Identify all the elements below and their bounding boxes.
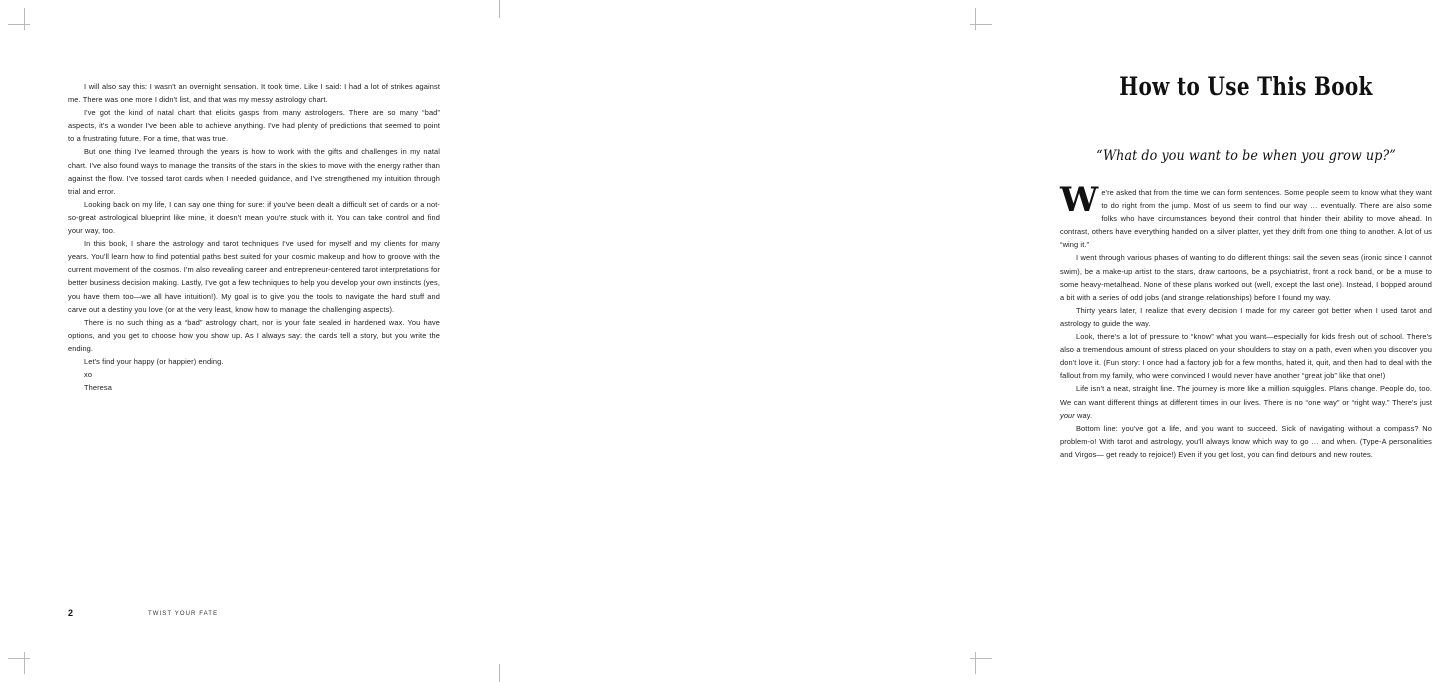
paragraph: I've got the kind of natal chart that elicits gasps from many astrologers. There are so many “bad” aspects, it's a wonder I've been able to achieve anything. I've had plenty of predictions that seemed to point to a frustrating future. For a time, that was true. xyxy=(68,108,440,144)
left-page xyxy=(0,0,500,682)
paragraph: There is no such thing as a “bad” astrology chart, nor is your fate sealed in hardened wax. You have options, and you get to choose how you show up. As I always say: the cards tell a story, but you write the ending. xyxy=(68,317,440,353)
paragraph: Thirty years later, I realize that every decision I made for my career got better when I used tarot and astrology to guide the way. xyxy=(1060,305,1432,328)
chapter-title: How to Use This Book xyxy=(1119,72,1373,101)
page-number: 2 xyxy=(68,608,74,618)
paragraph: I went through various phases of wanting to do different things: sail the seven seas (ironic since I cannot swim), be a make-up artist to the stars, draw cartoons, be a psychiatrist, front a rock band, or be a muse to some heavy-metalhead. None of these plans worked out (well, except the last one). Instead, I bopped around a bit with a series of odd jobs (and strange relationships) before I found my way. xyxy=(1060,253,1432,302)
signoff-xo: xo xyxy=(84,370,93,380)
paragraph: Let's find your happy (or happier) ending. xyxy=(84,356,224,366)
paragraph: In this book, I share the astrology and tarot techniques I've used for myself and my clients for many years. You'll learn how to find potential paths best suited for your cosmic makeup and how to groove with the current movement of the cosmos. I'm also revealing career and entrepreneur-centered tarot interpretations for better business decision making. Lastly, I've got a few techniques to help you develop your own instincts (yes, you have them too—we all have intuition!). My goal is to give you the tools to navigate the hard stuff and carve out a destiny you love (or at the very least, know how to manage the challenging aspects). xyxy=(68,239,440,314)
running-head: TWIST YOUR FATE xyxy=(148,611,219,617)
right-page xyxy=(500,0,1432,682)
opening-paragraph xyxy=(1060,180,1432,251)
paragraph: Look, there's a lot of pressure to “know” what you want—especially for kids fresh out of school. There's also a tremendous amount of stress placed on your shoulders to stay on a path, even when you discover you don't love it. (Fun story: I once had a factory job for a few months, hated it, quit, and then had to deal with the fallout from my family, who were convinced I would never have another “great job” like that one!) xyxy=(1060,332,1432,381)
paragraph: Looking back on my life, I can say one thing for sure: if you've been dealt a difficult set of cards or a not-so-great astrological blueprint like mine, it doesn't mean you're stuck with it. You can take control and find your way, too. xyxy=(68,199,440,236)
paragraph-text: Life isn't a neat, straight line. The journey is more like a million squiggles. Plans change. People do, too. We can want different things at different times in our lives. There is no “one way” or “right way.” There's just xyxy=(1060,384,1432,407)
opening-paragraph-text: e're asked that from the time we can form sentences. Some people seem to know what they want to do right from the jump. Most of us seem to find our way … eventually. There are also some folks who have circumstances beyond their control that hinder their ability to move ahead. In contrast, others have everything handed on a silver platter, yet they drift from one thing to another. A lot of us “wing it.” xyxy=(1060,188,1432,250)
chapter-subhead: “What do you want to be when you grow up?” xyxy=(1096,148,1396,164)
paragraph-tail: way. xyxy=(1074,410,1093,420)
paragraph-with-emphasis xyxy=(1060,382,1432,421)
right-page-body xyxy=(1060,180,1432,461)
left-page-body xyxy=(68,80,440,394)
drop-cap: W xyxy=(1060,180,1099,220)
paragraph: Bottom line: you've got a life, and you want to succeed. Sick of navigating without a compass? No problem-o! With tarot and astrology, you'll always know which way to go … and when. (Type-A personalities and Virgos— get ready to rejoice!) Even if you get lost, you can find detours and new routes. xyxy=(1060,423,1432,459)
paragraph: But one thing I've learned through the years is how to work with the gifts and challenges in my natal chart. I've also found ways to manage the transits of the stars in the skies to move with the energy rather than against the flow. I've tossed tarot cards when I needed guidance, and I've strengthened my intuition through trial and error. xyxy=(68,147,440,196)
signoff-name: Theresa xyxy=(84,383,112,393)
paragraph: I will also say this: I wasn't an overnight sensation. It took time. Like I said: I had a lot of strikes against me. There was one more I didn't list, and that was my messy astrology chart. xyxy=(68,82,440,105)
emphasized-word: your xyxy=(1060,410,1075,420)
